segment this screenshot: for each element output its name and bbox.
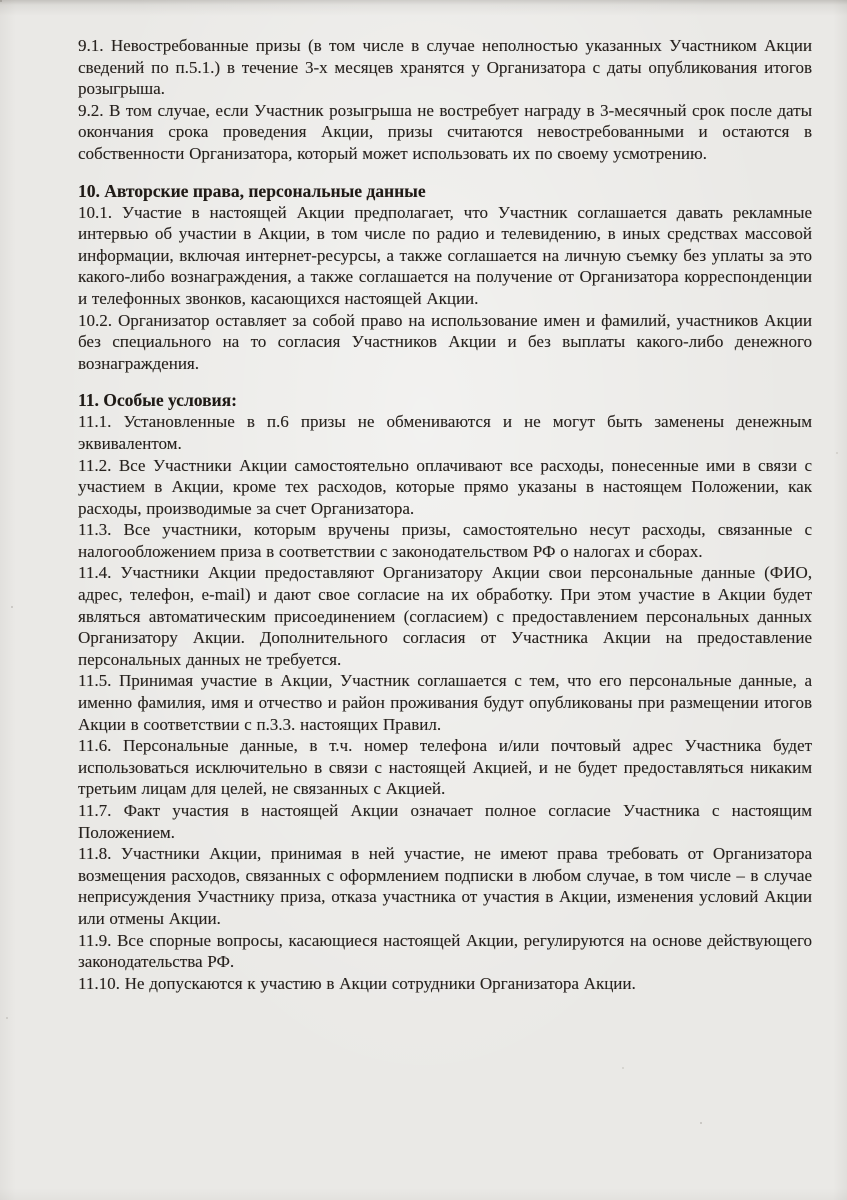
clause-11-9: 11.9. Все спорные вопросы, касающиеся настоящей Акции, регулируются на основе действующего законодательства РФ. xyxy=(78,930,812,972)
section-10-copyright-personal-data xyxy=(78,180,812,375)
section-9-unclaimed-prizes xyxy=(78,35,812,165)
clause-11-4: 11.4. Участники Акции предоставляют Организатору Акции свои персональные данные (ФИО, адрес, телефон, e-mail) и дают свое согласие на их обработку. При этом участие в Акции будет являться автоматическим присоединением (согласием) с предоставлением персональных данных Организатору Акции. Дополнительного согласия от Участника Акции на предоставление персональных данных не требуется. xyxy=(78,563,812,669)
clause-10-2: 10.2. Организатор оставляет за собой право на использование имен и фамилий, участников Акции без специального на то согласия Участников Акции и без выплаты какого-либо денежного вознаграждения. xyxy=(78,310,812,373)
clause-11-3: 11.3. Все участники, которым вручены призы, самостоятельно несут расходы, связанные с налогообложением приза в соответствии с законодательством РФ о налогах и сборах. xyxy=(78,520,812,561)
clause-11-1: 11.1. Установленные в п.6 призы не обмениваются и не могут быть заменены денежным эквивалентом. xyxy=(78,412,812,453)
clause-9-2: 9.2. В том случае, если Участник розыгрыша не востребует награду в 3-месячный срок после даты окончания срока проведения Акции, призы считаются невостребованными и остаются в собственности Организатора, который может использовать их по своему усмотрению. xyxy=(78,100,812,163)
section-11-special-conditions xyxy=(78,389,812,994)
clause-11-2: 11.2. Все Участники Акции самостоятельно оплачивают все расходы, понесенные ими в связи с участием в Акции, кроме тех расходов, которые прямо указаны в настоящем Положении, как расходы, производимые за счет Организатора. xyxy=(78,455,812,518)
clause-11-7: 11.7. Факт участия в настоящей Акции означает полное согласие Участника с настоящим Положением. xyxy=(78,801,812,842)
clause-9-1: 9.1. Невостребованные призы (в том числе в случае неполностью указанных Участником Акции сведений по п.5.1.) в течение 3-х месяцев хранятся у Организатора с даты опубликования итогов розыгрыша. xyxy=(78,36,812,99)
clause-11-5: 11.5. Принимая участие в Акции, Участник соглашается с тем, что его персональные данные, а именно фамилия, имя и отчество и район проживания будут опубликованы при размещении итогов Акции в соответствии с п.3.3. настоящих Правил. xyxy=(78,671,812,734)
clause-10-1: 10.1. Участие в настоящей Акции предполагает, что Участник соглашается давать рекламные интервью об участии в Акции, в том числе по радио и телевидению, в иных средствах массовой информации, включая интернет-ресурсы, а также соглашается на личную съемку без уплаты за это какого-либо вознаграждения, а также соглашается на получение от Организатора корреспонденции и телефонных звонков, касающихся настоящей Акции. xyxy=(78,202,812,308)
clause-11-10: 11.10. Не допускаются к участию в Акции сотрудники Организатора Акции. xyxy=(78,973,636,993)
clause-11-6: 11.6. Персональные данные, в т.ч. номер телефона и/или почтовый адрес Участника будет использоваться исключительно в связи с настоящей Акцией, и не будет предоставляться никаким третьим лицам для целей, не связанных с Акцией. xyxy=(78,736,812,799)
section-11-heading: 11. Особые условия: xyxy=(78,390,237,411)
clause-11-8: 11.8. Участники Акции, принимая в ней участие, не имеют права требовать от Организатора возмещения расходов, связанных с оформлением подписки в любом случае, в том числе – в случае неприсуждения Участнику приза, отказа участника от участия в Акции, изменения условий Акции или отмены Акции. xyxy=(78,844,812,928)
section-10-heading: 10. Авторские права, персональные данные xyxy=(78,180,426,201)
